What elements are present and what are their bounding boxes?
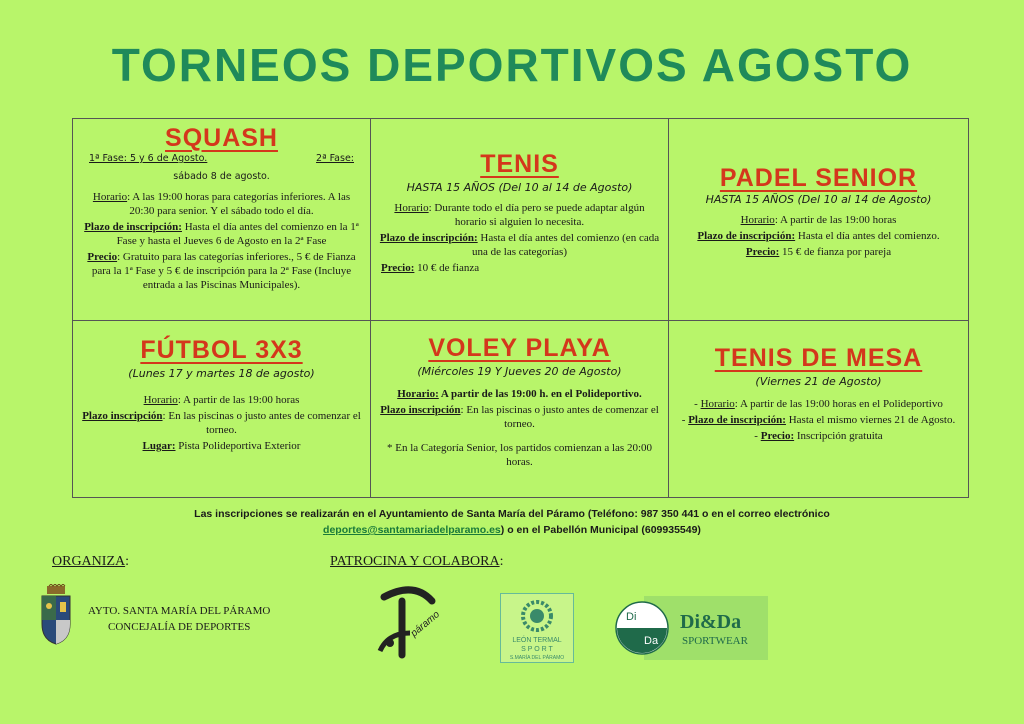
dida-name: Di&Da: [680, 611, 742, 633]
squash-cell: [73, 119, 371, 321]
tenis-precio: [379, 261, 660, 275]
footer-line2: [0, 522, 1024, 538]
mesa-title: TENIS DE MESA: [714, 344, 923, 372]
ayuntamiento-line2: CONCEJALÍA DE DEPORTES: [108, 621, 251, 633]
mesa-precio-label: Precio:: [760, 430, 795, 442]
voley-cell: [371, 321, 669, 497]
tenis-plazo-label: Plazo de inscripción:: [379, 232, 478, 244]
patrocina-colon: :: [499, 554, 504, 569]
ayuntamiento-block: [88, 603, 270, 635]
footer-line1: Las inscripciones se realizarán en el Ayuntamiento de Santa María del Páramo (Teléfono: 987 350 441 o en el correo electrónico: [194, 508, 830, 520]
tenis-plazo: [379, 231, 660, 259]
dida-di: Di: [626, 611, 637, 623]
futbol-lugar-text: Pista Polideportiva Exterior: [175, 440, 301, 452]
futbol-cell: [73, 321, 371, 497]
tenis-horario-text: : Durante todo el día pero se puede adaptar algún horario si alguien lo necesita.: [428, 202, 645, 228]
padel-precio-text: 15 € de fianza por pareja: [779, 246, 892, 258]
organiza-heading-text: ORGANIZA: [52, 554, 126, 569]
padel-title: PADEL SENIOR: [719, 164, 918, 192]
padel-precio: [677, 245, 960, 259]
voley-horario: [379, 387, 660, 401]
mesa-horario-text: : A partir de las 19:00 horas en el Polideportivo: [734, 398, 943, 410]
page-title: TORNEOS DEPORTIVOS AGOSTO: [111, 39, 913, 91]
dida-sub: SPORTWEAR: [682, 635, 748, 647]
paramo-sport-logo-icon: [372, 585, 452, 660]
padel-cell: [669, 119, 968, 321]
futbol-plazo-label: Plazo inscripción: [82, 410, 163, 422]
mesa-plazo: [677, 413, 960, 427]
tenis-horario: [379, 201, 660, 229]
futbol-plazo-text: : En las piscinas o justo antes de comenzar el torneo.: [162, 410, 361, 436]
mesa-precio-dash: -: [754, 430, 761, 442]
paramo-logo-text: páramo: [408, 609, 442, 640]
padel-plazo-text: Hasta el día antes del comienzo.: [795, 230, 940, 242]
footer-info: [0, 506, 1024, 538]
padel-plazo-label: Plazo de inscripción:: [697, 230, 796, 242]
padel-horario: [677, 213, 960, 227]
footer-line2-text: ) o en el Pabellón Municipal (609935549): [500, 524, 701, 536]
mesa-plazo-label: Plazo de inscripción:: [688, 414, 786, 426]
voley-subtitle: (Miércoles 19 Y Jueves 20 de Agosto): [417, 365, 622, 378]
mesa-precio-text: Inscripción gratuita: [794, 430, 883, 442]
organiza-colon: :: [125, 554, 129, 569]
tenis-cell: [371, 119, 669, 321]
squash-phase2: 2ª Fase:: [316, 153, 354, 164]
organiza-heading: [52, 554, 129, 570]
voley-plazo-label: Plazo inscripción: [380, 404, 461, 416]
padel-precio-label: Precio:: [745, 246, 780, 258]
squash-precio: [81, 250, 362, 292]
mesa-horario-dash: -: [694, 398, 701, 410]
mesa-horario: [677, 397, 960, 411]
tenis-horario-label: Horario: [394, 202, 429, 214]
futbol-horario-label: Horario: [143, 394, 178, 406]
squash-precio-text: : Gratuito para las categorías inferiores., 5 € de Fianza para la 1ª Fase y 5 € de inscripción para la 2ª Fase (Incluye entrada a las Piscinas Municipales).: [91, 251, 356, 291]
futbol-subtitle: (Lunes 17 y martes 18 de agosto): [128, 367, 315, 380]
futbol-lugar-label: Lugar:: [142, 440, 176, 452]
futbol-lugar: [81, 439, 362, 453]
ayuntamiento-line1: AYTO. SANTA MARÍA DEL PÁRAMO: [88, 605, 271, 617]
tenis-precio-text: 10 € de fianza: [414, 262, 480, 274]
voley-title: VOLEY PLAYA: [428, 334, 611, 362]
squash-phase1: 1ª Fase: 5 y 6 de Agosto.: [89, 153, 208, 164]
mesa-precio: [677, 429, 960, 443]
tenis-precio-label: Precio:: [381, 262, 415, 274]
squash-horario: [81, 190, 362, 218]
padel-horario-label: Horario: [740, 214, 775, 226]
squash-precio-label: Precio: [87, 251, 118, 263]
squash-plazo: [81, 220, 362, 248]
mesa-subtitle: (Viernes 21 de Agosto): [755, 375, 882, 388]
voley-plazo-text: : En las piscinas o justo antes de comenzar el torneo.: [460, 404, 659, 430]
squash-phases: [81, 151, 362, 166]
squash-horario-label: Horario: [92, 191, 128, 203]
padel-subtitle: HASTA 15 AÑOS (Del 10 al 14 de Agosto): [705, 193, 932, 206]
email-link[interactable]: deportes@santamariadelparamo.es: [323, 524, 501, 536]
futbol-plazo: [81, 409, 362, 437]
patrocina-heading: [330, 554, 503, 570]
mesa-plazo-text: Hasta el mismo viernes 21 de Agosto.: [785, 414, 956, 426]
leon-termal-line3: S.MARÍA DEL PÁRAMO: [509, 655, 565, 661]
mesa-plazo-dash: -: [681, 414, 689, 426]
coat-of-arms-icon: [38, 584, 74, 646]
voley-horario-text: A partir de las 19:00 h. en el Polideportivo.: [438, 388, 642, 400]
voley-note: * En la Categoría Senior, los partidos comienzan a las 20:00 horas.: [386, 442, 653, 468]
tenis-plazo-text: Hasta el día antes del comienzo (en cada una de las categorías): [472, 232, 660, 258]
patrocina-heading-text: PATROCINA Y COLABORA: [330, 554, 500, 569]
futbol-horario-text: : A partir de las 19:00 horas: [177, 394, 300, 406]
voley-plazo: [379, 403, 660, 431]
squash-plazo-label: Plazo de inscripción:: [84, 221, 182, 233]
leon-termal-logo: [500, 593, 574, 663]
voley-horario-label: Horario:: [397, 388, 439, 400]
dida-sportwear-logo-icon: [614, 590, 774, 665]
leon-termal-line1: LEÓN TERMAL: [512, 637, 562, 644]
futbol-horario: [81, 393, 362, 407]
squash-phase2-date: sábado 8 de agosto.: [173, 171, 270, 182]
squash-title: SQUASH: [165, 124, 278, 152]
padel-horario-text: : A partir de las 19:00 horas: [774, 214, 897, 226]
dida-da: Da: [644, 635, 659, 647]
tournament-grid: [72, 118, 969, 498]
squash-horario-text: : A las 19:00 horas para categorías inferiores. A las 20:30 para senior. Y el sábado todo el día.: [127, 191, 351, 217]
tenis-title: TENIS: [480, 150, 559, 178]
mesa-horario-label: Horario: [700, 398, 735, 410]
padel-plazo: [677, 229, 960, 243]
leon-termal-line2: S P O R T: [521, 646, 553, 653]
tenis-subtitle: HASTA 15 AÑOS (Del 10 al 14 de Agosto): [406, 181, 633, 194]
futbol-title: FÚTBOL 3X3: [140, 336, 303, 364]
squash-plazo-text: Hasta el día antes del comienzo en la 1ª Fase y hasta el Jueves 6 de Agosto en la 2ª Fase: [116, 221, 359, 247]
mesa-cell: [669, 321, 968, 497]
